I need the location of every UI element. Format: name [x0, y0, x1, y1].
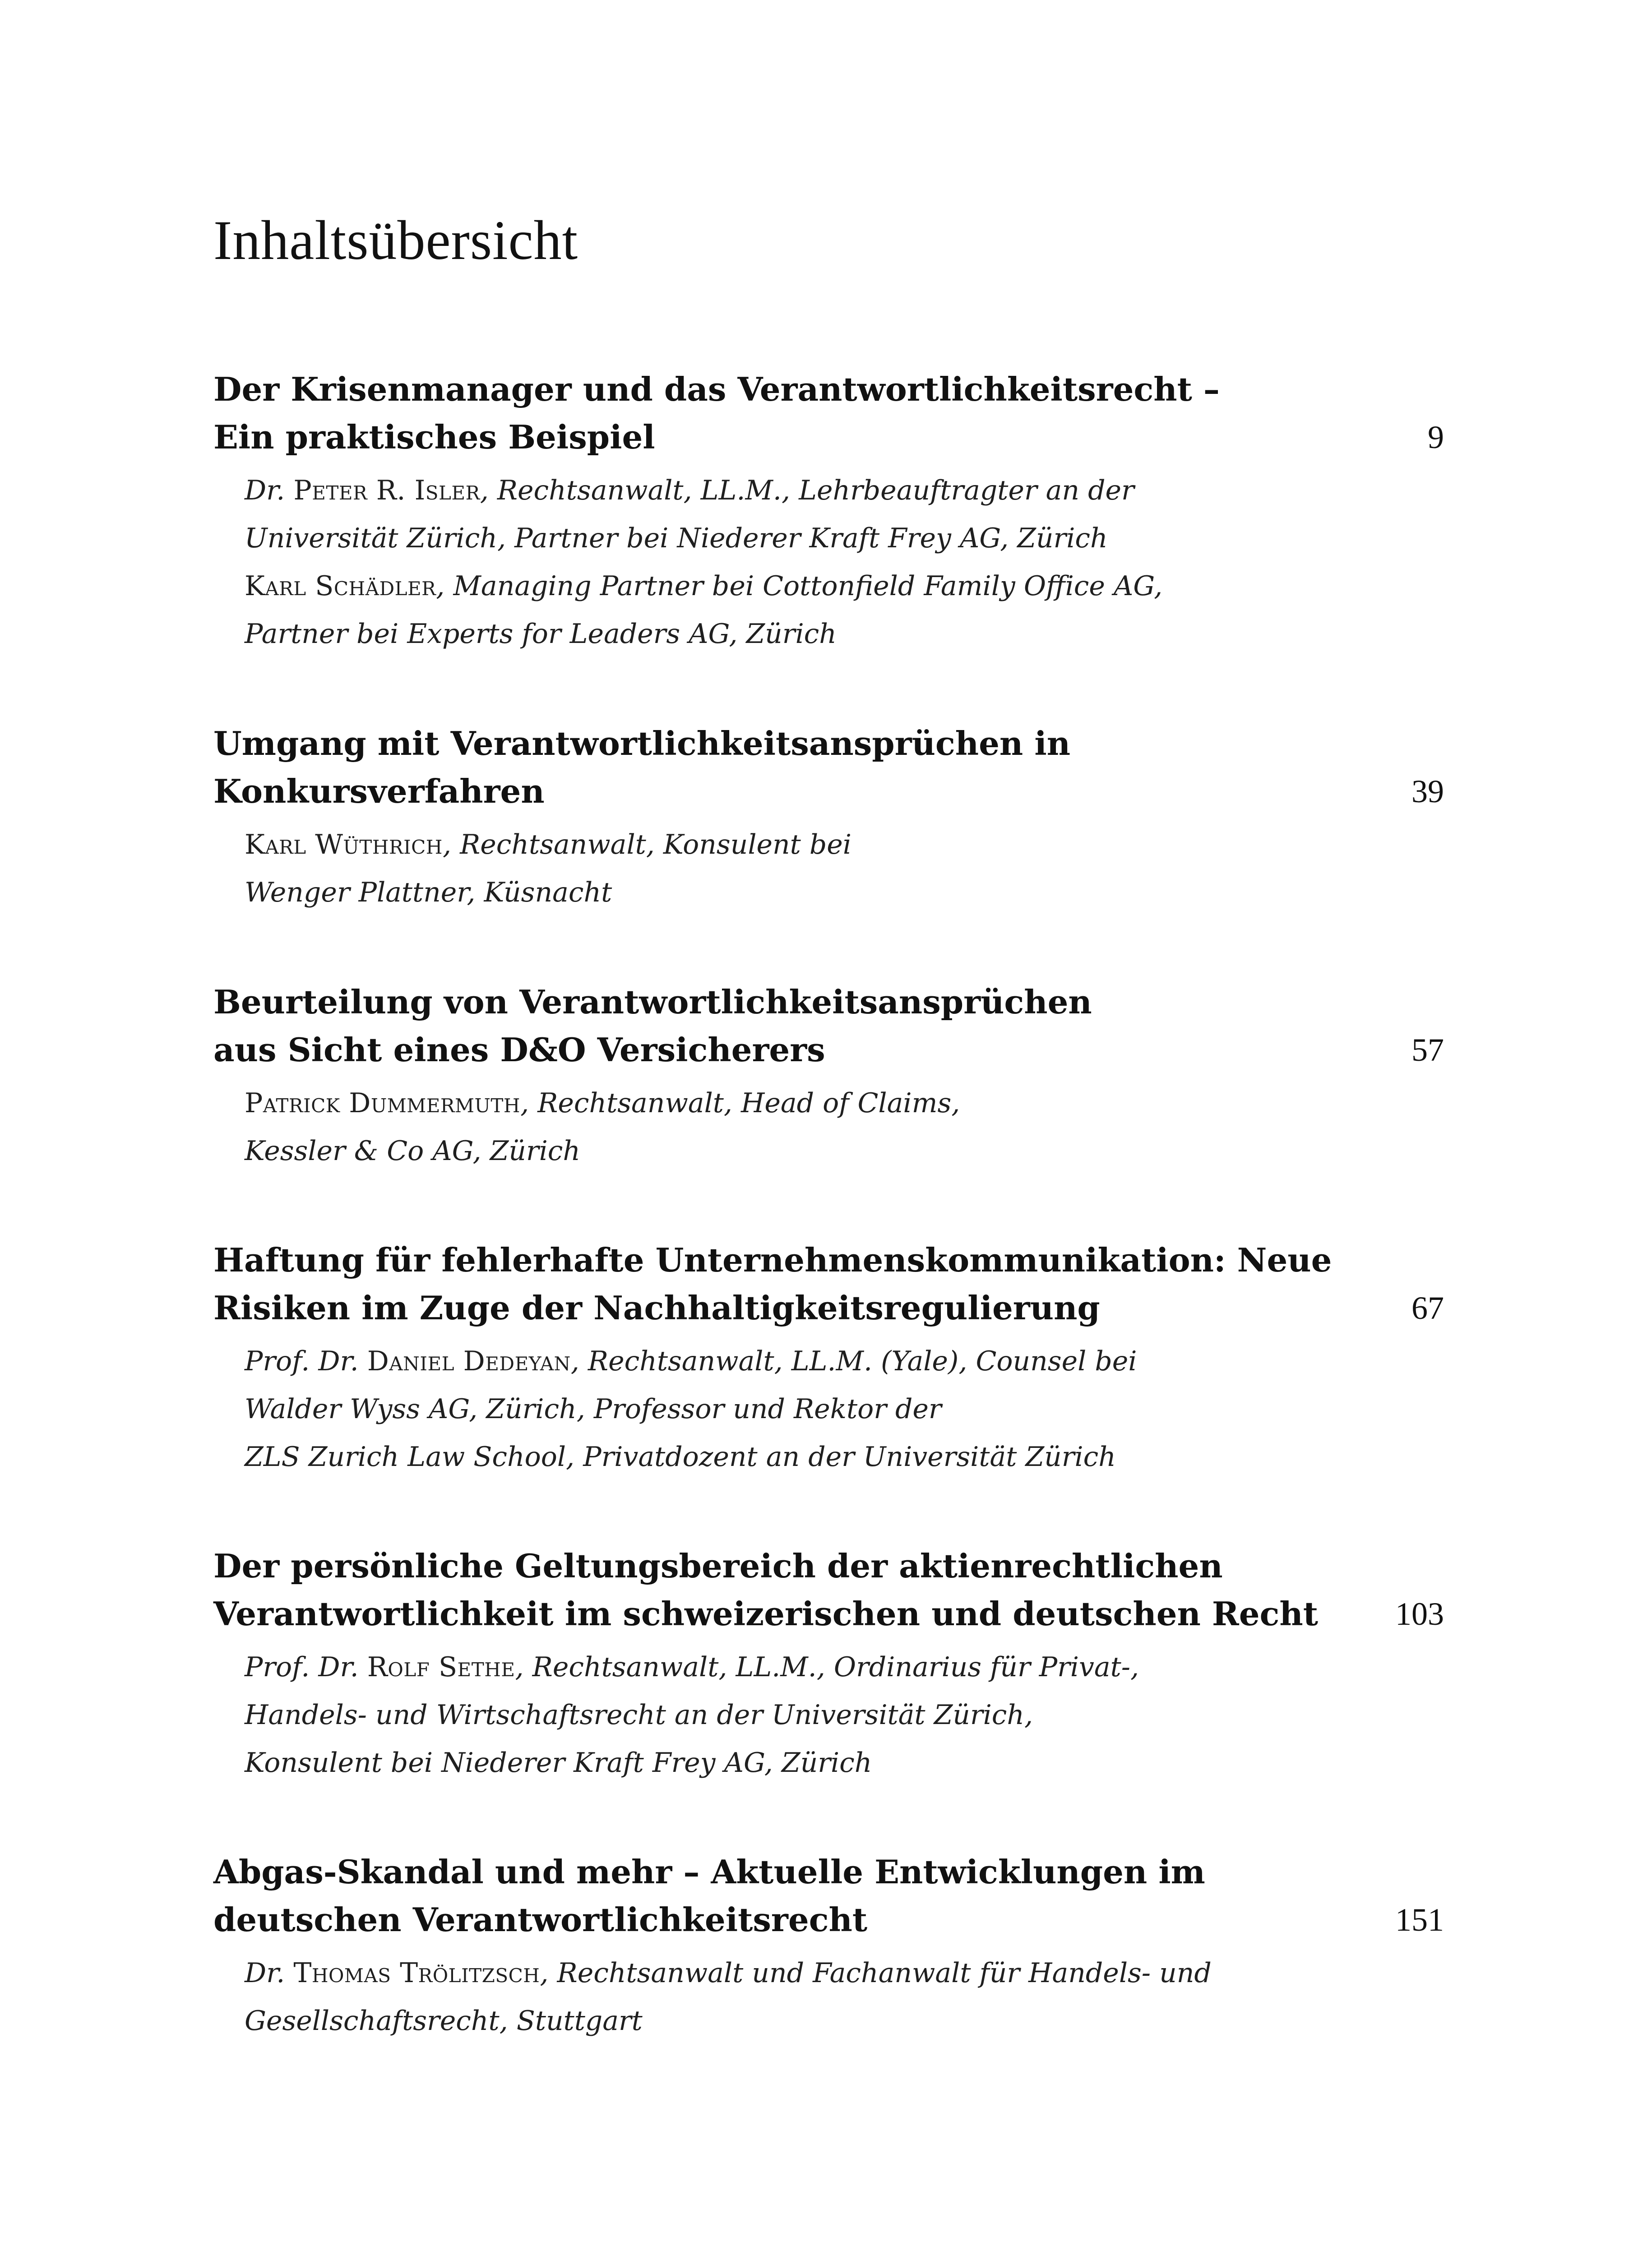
entry-authors	[245, 1337, 1444, 1481]
author-text: , Rechtsanwalt, LL.M., Ordinarius für Privat-,	[515, 1651, 1139, 1683]
entry-authors	[245, 821, 1444, 916]
author-text: , Rechtsanwalt und Fachanwalt für Handels- und	[540, 1957, 1212, 1989]
author-text: , Rechtsanwalt, LL.M., Lehrbeauftragter an der	[480, 475, 1134, 506]
page-number: 9	[1428, 419, 1444, 455]
author-line	[245, 1385, 1444, 1433]
author-line	[245, 869, 1444, 916]
author-name: Daniel Dedeyan	[367, 1345, 571, 1377]
entry-title-line: Der Krisenmanager und das Verantwortlichkeitsrecht –	[213, 370, 1220, 408]
page-number: 151	[1395, 1902, 1444, 1938]
author-text: Dr.	[245, 1957, 294, 1989]
page-number: 39	[1411, 773, 1444, 809]
author-line	[245, 1337, 1444, 1385]
page-number: 57	[1411, 1032, 1444, 1068]
author-line	[245, 1643, 1444, 1691]
entry-title	[213, 1236, 1444, 1332]
author-text: Kessler & Co AG, Zürich	[245, 1135, 581, 1167]
entry-title-line: Haftung für fehlerhafte Unternehmenskommunikation: Neue	[213, 1241, 1332, 1279]
author-text: , Rechtsanwalt, Head of Claims,	[520, 1087, 960, 1119]
page-title: Inhaltsübersicht	[213, 209, 578, 271]
author-text: Partner bei Experts for Leaders AG, Zürich	[245, 618, 837, 650]
entry-authors	[245, 1079, 1444, 1175]
toc-entry-1[interactable]	[213, 365, 1444, 658]
author-line	[245, 467, 1444, 514]
author-name: Patrick Dummermuth	[245, 1087, 521, 1119]
entry-title	[213, 720, 1444, 815]
author-name: Karl Schädler	[245, 570, 436, 602]
page-number: 103	[1395, 1596, 1444, 1632]
entry-title	[213, 1542, 1444, 1638]
entry-title-line: aus Sicht eines D&O Versicherers	[213, 1031, 825, 1069]
author-line	[245, 1079, 1444, 1127]
entry-title-line: Konkursverfahren	[213, 772, 545, 810]
author-text: Dr.	[245, 475, 294, 506]
author-text: ZLS Zurich Law School, Privatdozent an der Universität Zürich	[245, 1441, 1116, 1473]
author-name: Karl Wüthrich	[245, 829, 443, 860]
toc-entry-5[interactable]	[213, 1542, 1444, 1787]
author-line	[245, 610, 1444, 658]
entry-title	[213, 365, 1444, 461]
author-text: Universität Zürich, Partner bei Niederer Kraft Frey AG, Zürich	[245, 522, 1108, 554]
entry-authors	[245, 467, 1444, 658]
toc-entry-6[interactable]	[213, 1848, 1444, 2045]
author-text: Walder Wyss AG, Zürich, Professor und Rektor der	[245, 1393, 942, 1425]
author-line	[245, 1949, 1444, 1997]
author-line	[245, 1127, 1444, 1175]
entry-title-line: Der persönliche Geltungsbereich der aktienrechtlichen	[213, 1547, 1223, 1585]
author-text: , Managing Partner bei Cottonfield Family Office AG,	[436, 570, 1163, 602]
entry-title-line: Abgas-Skandal und mehr – Aktuelle Entwicklungen im	[213, 1853, 1205, 1891]
author-line	[245, 1433, 1444, 1481]
author-name: Peter R. Isler	[293, 475, 480, 506]
entry-title-line: Risiken im Zuge der Nachhaltigkeitsregulierung	[213, 1289, 1100, 1327]
author-text: , Rechtsanwalt, Konsulent bei	[442, 829, 851, 860]
entry-title-line: deutschen Verantwortlichkeitsrecht	[213, 1900, 868, 1939]
author-text: Prof. Dr.	[245, 1651, 367, 1683]
author-text: Prof. Dr.	[245, 1345, 367, 1377]
entry-title-line: Verantwortlichkeit im schweizerischen und deutschen Recht	[213, 1595, 1318, 1633]
entry-title-line: Ein praktisches Beispiel	[213, 418, 655, 456]
author-line	[245, 1739, 1444, 1787]
author-name: Rolf Sethe	[367, 1651, 515, 1683]
entry-title	[213, 1848, 1444, 1944]
author-line	[245, 1997, 1444, 2045]
toc-entry-2[interactable]	[213, 720, 1444, 916]
toc-entry-3[interactable]	[213, 978, 1444, 1175]
entry-title-line: Umgang mit Verantwortlichkeitsansprüchen in	[213, 724, 1071, 763]
entry-authors	[245, 1949, 1444, 2045]
entry-title	[213, 978, 1444, 1074]
entry-title-line: Beurteilung von Verantwortlichkeitsansprüchen	[213, 983, 1092, 1021]
author-line	[245, 562, 1444, 610]
author-line	[245, 821, 1444, 869]
author-text: Wenger Plattner, Küsnacht	[245, 877, 612, 908]
page-number: 67	[1411, 1290, 1444, 1326]
toc-entry-4[interactable]	[213, 1236, 1444, 1481]
author-text: , Rechtsanwalt, LL.M. (Yale), Counsel bei	[570, 1345, 1137, 1377]
author-line	[245, 1691, 1444, 1739]
author-line	[245, 514, 1444, 562]
author-name: Thomas Trölitzsch	[293, 1957, 540, 1989]
entry-authors	[245, 1643, 1444, 1787]
author-text: Handels- und Wirtschaftsrecht an der Universität Zürich,	[245, 1699, 1033, 1731]
author-text: Gesellschaftsrecht, Stuttgart	[245, 2005, 643, 2037]
author-text: Konsulent bei Niederer Kraft Frey AG, Zürich	[245, 1747, 872, 1779]
